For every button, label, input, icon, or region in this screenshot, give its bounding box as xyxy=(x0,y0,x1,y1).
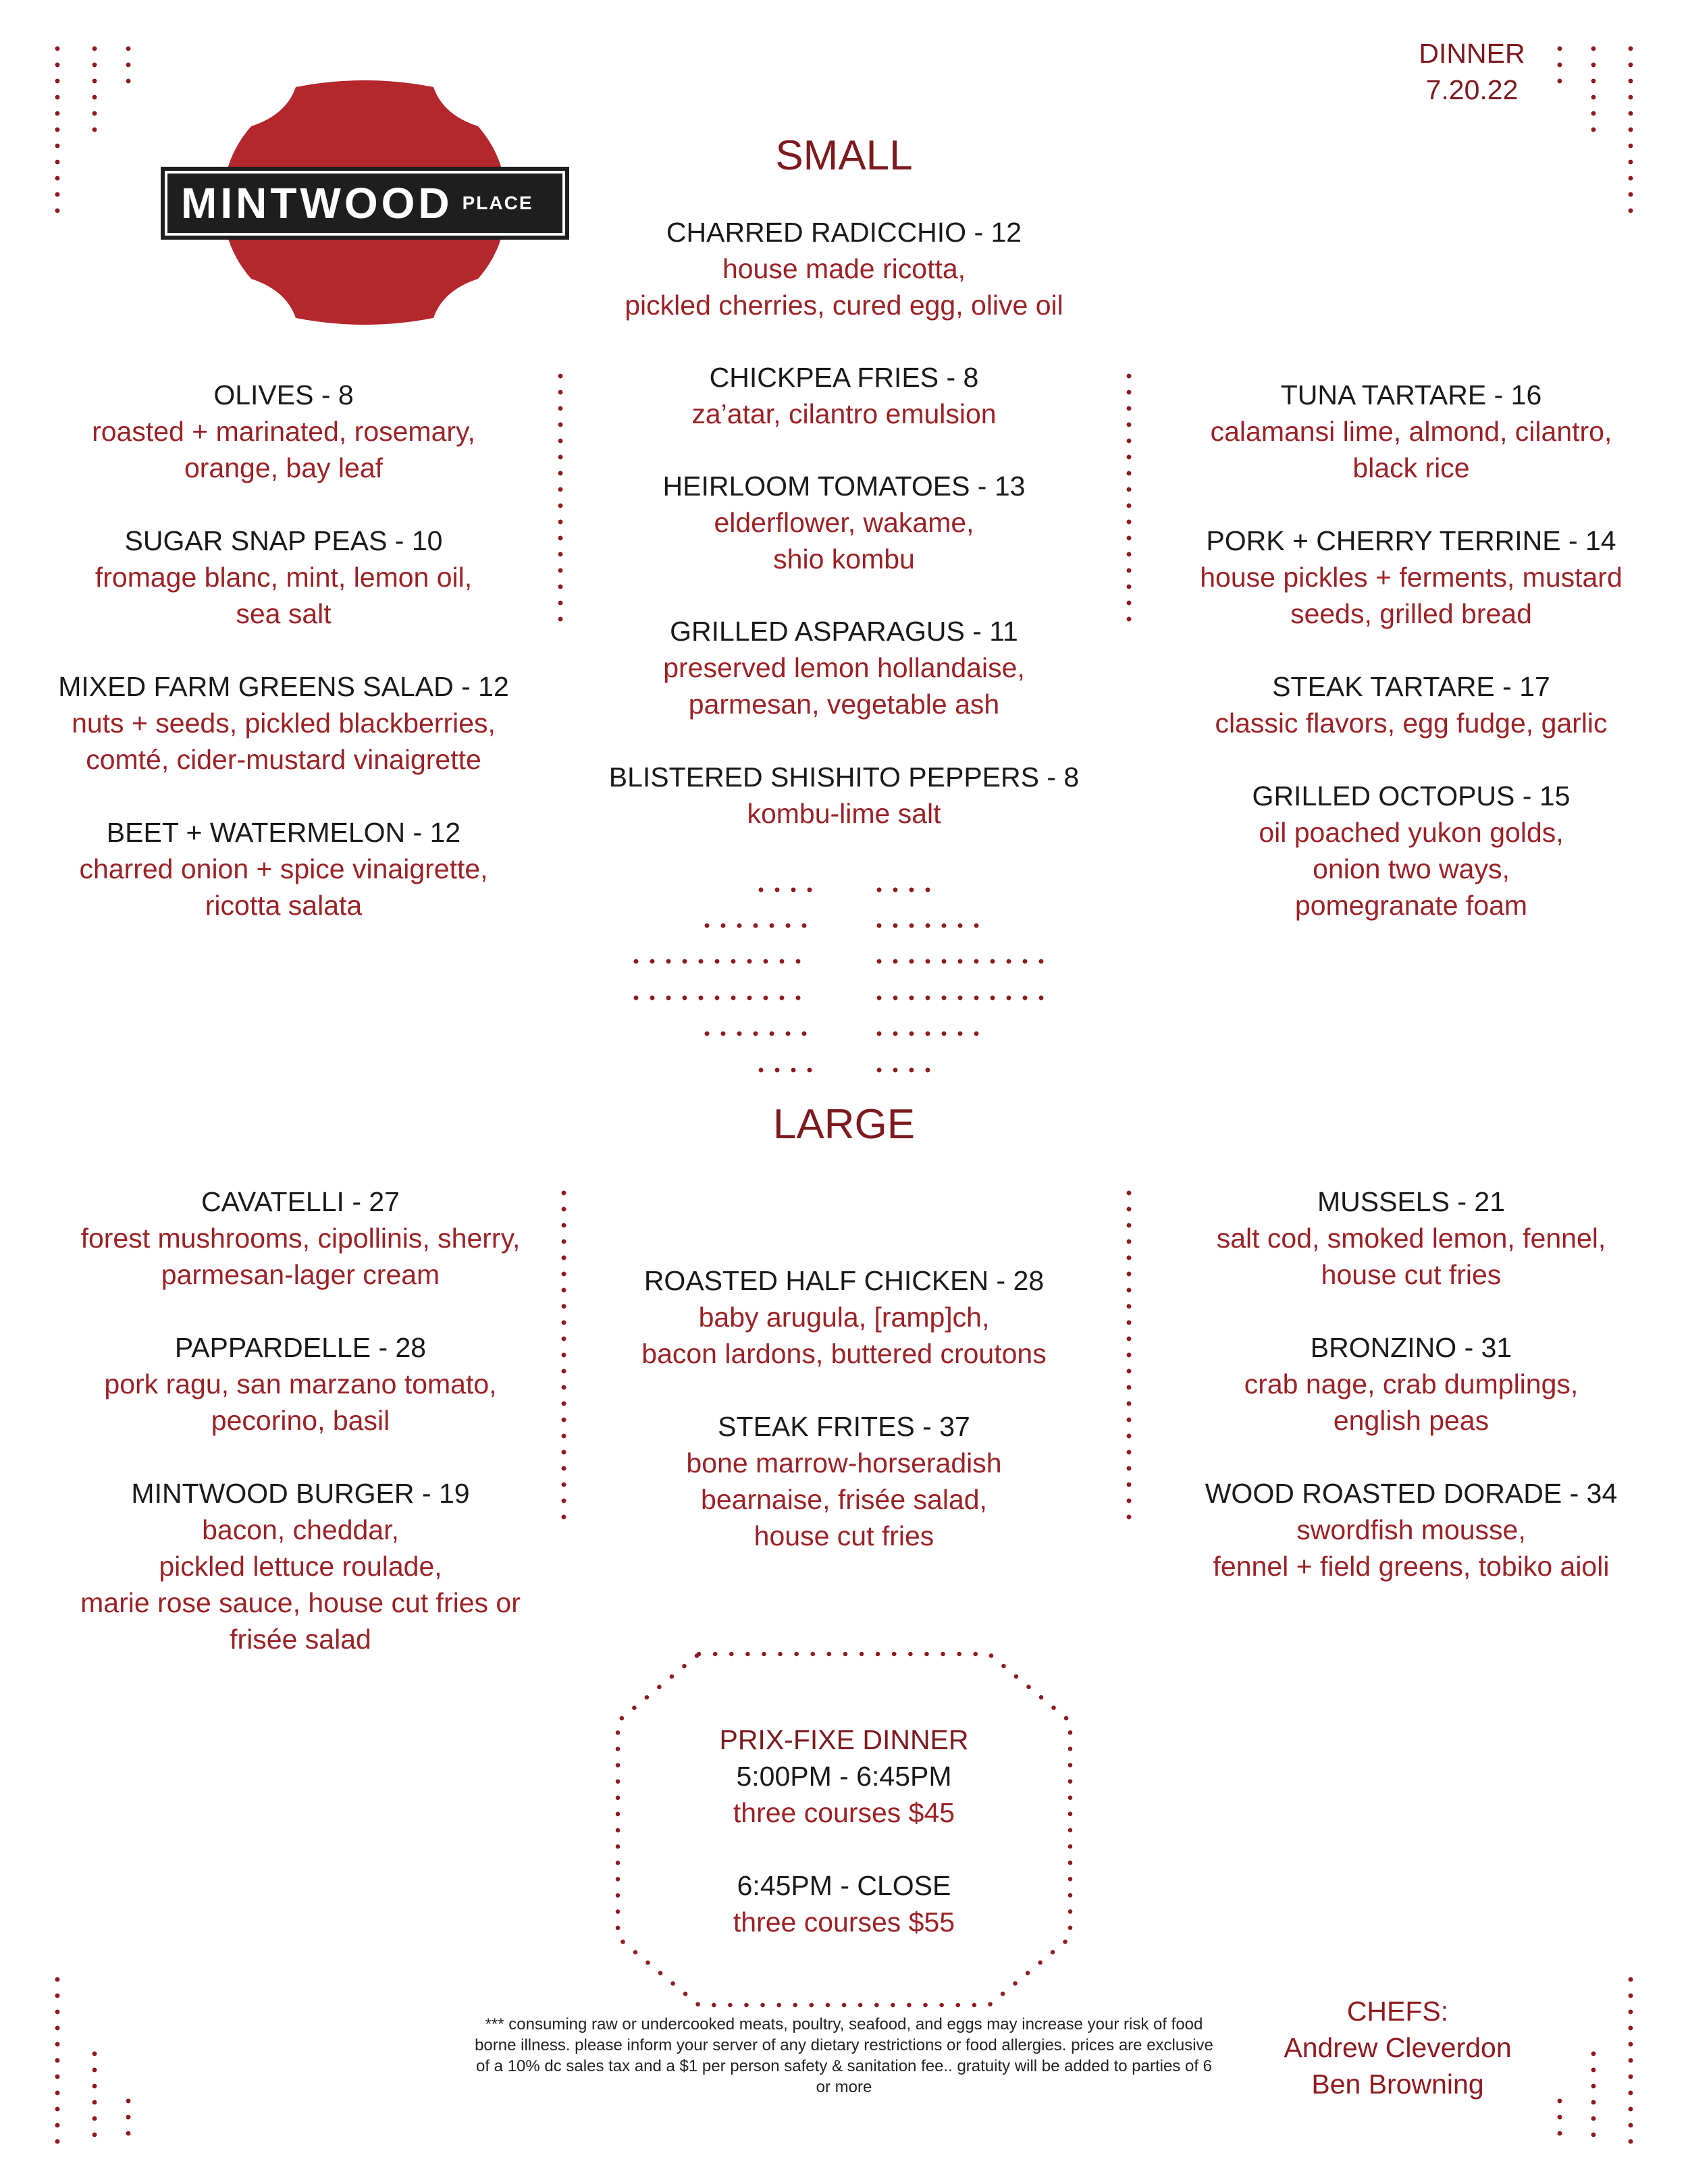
dish-desc: frisée salad xyxy=(230,1624,371,1655)
dish-olives xyxy=(37,377,530,486)
dish-desc: seeds, grilled bread xyxy=(1290,598,1532,629)
dish-blistered-shishito xyxy=(540,759,1148,832)
dish-desc: house pickles + ferments, mustard xyxy=(1200,562,1623,593)
dish-desc: shio kombu xyxy=(773,543,915,575)
ornament-dots xyxy=(699,922,812,929)
dish-desc: classic flavors, egg fudge, garlic xyxy=(1215,708,1608,739)
chefs-label: CHEFS: xyxy=(1346,1996,1449,2027)
chef-name: Andrew Cleverdon xyxy=(1284,2032,1512,2063)
dish-name: STEAK TARTARE - 17 xyxy=(1272,671,1550,702)
dish-name: CHARRED RADICCHIO - 12 xyxy=(666,217,1022,248)
corner-dots-bottom-left-1 xyxy=(54,1971,61,2147)
dish-mixed-farm-greens xyxy=(37,668,530,778)
ornament-dots xyxy=(753,1067,818,1073)
section-heading-small: SMALL xyxy=(775,132,913,179)
dish-sugar-snap-peas xyxy=(37,523,530,632)
prix-fixe-time-2: 6:45PM - CLOSE xyxy=(737,1870,951,1901)
dish-desc: english peas xyxy=(1333,1405,1489,1436)
dish-name: TUNA TARTARE - 16 xyxy=(1280,379,1542,410)
prix-fixe-price-2: three courses $55 xyxy=(733,1907,955,1938)
dish-name: GRILLED OCTOPUS - 15 xyxy=(1252,780,1571,811)
dish-desc: black rice xyxy=(1352,452,1470,483)
dish-desc: bone marrow-horseradish xyxy=(686,1447,1002,1479)
section-heading-large: LARGE xyxy=(772,1101,916,1148)
dish-grilled-asparagus xyxy=(540,613,1148,722)
dish-name: MIXED FARM GREENS SALAD - 12 xyxy=(58,671,509,702)
dish-desc: pork ragu, san marzano tomato, xyxy=(104,1368,497,1400)
dish-mussels xyxy=(1161,1183,1661,1293)
dish-desc: pomegranate foam xyxy=(1294,890,1528,921)
dish-desc: charred onion + spice vinaigrette, xyxy=(79,853,488,884)
corner-dots-top-right-3 xyxy=(1627,41,1634,216)
dish-desc: calamansi lime, almond, cilantro, xyxy=(1210,416,1612,447)
dish-desc: marie rose sauce, house cut fries or xyxy=(80,1587,521,1618)
corner-dots-bottom-right-2 xyxy=(1590,2046,1597,2147)
dish-steak-tartare xyxy=(1161,668,1661,741)
dish-name: PAPPARDELLE - 28 xyxy=(174,1332,427,1363)
corner-dots-bottom-left-3 xyxy=(125,2093,132,2147)
dish-desc: parmesan, vegetable ash xyxy=(688,689,1000,720)
ornament-dots xyxy=(871,958,1049,965)
dish-desc: pickled lettuce roulade, xyxy=(159,1551,442,1582)
dish-name: HEIRLOOM TOMATOES - 13 xyxy=(662,471,1026,502)
service-date xyxy=(1398,35,1546,108)
corner-dots-bottom-right-1 xyxy=(1556,2093,1563,2147)
dish-name: OLIVES - 8 xyxy=(213,379,354,410)
ornament-dots xyxy=(871,994,1049,1001)
corner-dots-top-left-2 xyxy=(91,41,98,142)
dish-wood-roasted-dorade xyxy=(1161,1475,1661,1584)
dish-heirloom-tomatoes xyxy=(540,468,1148,577)
dish-desc: bacon, cheddar, xyxy=(202,1514,399,1545)
ornament-dots xyxy=(753,886,818,893)
prix-fixe-title: PRIX-FIXE DINNER xyxy=(719,1724,969,1755)
logo-name: MINTWOOD xyxy=(181,179,453,228)
dish-desc: elderflower, wakame, xyxy=(714,507,974,538)
dish-desc: pickled cherries, cured egg, olive oil xyxy=(625,290,1063,321)
dish-desc: pecorino, basil xyxy=(211,1405,390,1436)
dish-name: SUGAR SNAP PEAS - 10 xyxy=(124,525,443,556)
dish-name: MINTWOOD BURGER - 19 xyxy=(131,1478,470,1509)
corner-dots-top-right-2 xyxy=(1590,41,1597,142)
dish-chickpea-fries xyxy=(540,359,1148,432)
dish-desc: forest mushrooms, cipollinis, sherry, xyxy=(80,1223,521,1254)
dish-desc: swordfish mousse, xyxy=(1296,1514,1526,1545)
dish-desc: ricotta salata xyxy=(205,890,363,921)
dish-desc: fennel + field greens, tobiko aioli xyxy=(1213,1551,1610,1582)
dish-name: STEAK FRITES - 37 xyxy=(718,1411,970,1442)
dish-name: BRONZINO - 31 xyxy=(1310,1332,1512,1363)
dish-desc: parmesan-lager cream xyxy=(161,1259,440,1290)
dish-desc: comté, cider-mustard vinaigrette xyxy=(86,744,481,775)
dish-desc: bacon lardons, buttered croutons xyxy=(641,1338,1047,1369)
date-label: 7.20.22 xyxy=(1425,74,1519,105)
dish-desc: kombu-lime salt xyxy=(747,798,941,829)
dish-desc: roasted + marinated, rosemary, xyxy=(92,416,475,447)
dish-desc: house cut fries xyxy=(1321,1259,1502,1290)
dish-name: CHICKPEA FRIES - 8 xyxy=(709,362,979,393)
dish-desc: fromage blanc, mint, lemon oil, xyxy=(95,562,473,593)
logo-suffix: PLACE xyxy=(462,192,533,213)
dish-grilled-octopus xyxy=(1161,778,1661,924)
dish-name: BEET + WATERMELON - 12 xyxy=(106,817,461,848)
dish-name: BLISTERED SHISHITO PEPPERS - 8 xyxy=(608,762,1080,793)
restaurant-logo xyxy=(161,78,569,327)
dish-charred-radicchio xyxy=(540,214,1148,323)
divider-large-left xyxy=(560,1185,567,1529)
dish-name: WOOD ROASTED DORADE - 34 xyxy=(1205,1478,1618,1509)
dish-desc: house made ricotta, xyxy=(722,253,966,284)
prix-fixe-box xyxy=(614,1722,1074,1940)
dish-pappardelle xyxy=(54,1329,547,1439)
dish-pork-cherry-terrine xyxy=(1161,523,1661,632)
corner-dots-top-left-1 xyxy=(54,41,61,216)
corner-dots-bottom-right-3 xyxy=(1627,1971,1634,2147)
dish-desc: bearnaise, frisée salad, xyxy=(701,1484,987,1515)
ornament-dots xyxy=(699,1030,812,1037)
dish-name: CAVATELLI - 27 xyxy=(201,1186,400,1217)
ornament-dots xyxy=(871,886,936,893)
dish-beet-watermelon xyxy=(37,814,530,924)
dish-tuna-tartare xyxy=(1161,377,1661,486)
dish-name: GRILLED ASPARAGUS - 11 xyxy=(670,616,1018,647)
dish-name: MUSSELS - 21 xyxy=(1317,1186,1505,1217)
ornament-dots xyxy=(628,994,806,1001)
dish-desc: onion two ways, xyxy=(1313,853,1510,884)
chef-name: Ben Browning xyxy=(1311,2069,1484,2100)
dish-bronzino xyxy=(1161,1329,1661,1439)
dish-desc: sea salt xyxy=(236,598,332,629)
dish-desc: orange, bay leaf xyxy=(184,452,384,483)
ornament-dots xyxy=(871,922,984,929)
dish-cavatelli xyxy=(54,1183,547,1293)
dish-steak-frites xyxy=(540,1408,1148,1554)
dish-desc: salt cod, smoked lemon, fennel, xyxy=(1216,1223,1606,1254)
divider-large-right xyxy=(1126,1185,1132,1529)
divider-small-right xyxy=(1126,368,1132,631)
dish-mintwood-burger xyxy=(54,1475,547,1657)
prix-fixe-time-1: 5:00PM - 6:45PM xyxy=(736,1761,952,1792)
food-safety-notice: *** consuming raw or undercooked meats, poultry, seafood, and eggs may increase your risk of food borne illness. please inform your server of any dietary restrictions or food allergies. prices are exclusive of a 10% dc sales tax and a $1 per person safety & sanitation fee.. gratuity will be added to parties of 6 or more xyxy=(475,2015,1213,2096)
ornament-dots xyxy=(628,958,806,965)
dish-name: ROASTED HALF CHICKEN - 28 xyxy=(643,1265,1045,1296)
dish-desc: oil poached yukon golds, xyxy=(1259,817,1564,848)
dish-desc: preserved lemon hollandaise, xyxy=(663,652,1025,683)
dish-name: PORK + CHERRY TERRINE - 14 xyxy=(1206,525,1616,556)
ornament-dots xyxy=(871,1030,984,1037)
dish-desc: baby arugula, [ramp]ch, xyxy=(698,1302,990,1333)
dish-desc: house cut fries xyxy=(754,1520,934,1551)
corner-dots-top-right-1 xyxy=(1556,41,1563,95)
corner-dots-top-left-3 xyxy=(125,41,132,95)
dish-roasted-half-chicken xyxy=(540,1262,1148,1372)
prix-fixe-price-1: three courses $45 xyxy=(733,1797,955,1828)
dish-desc: nuts + seeds, pickled blackberries, xyxy=(72,708,496,739)
chefs-block xyxy=(1242,1993,1553,2102)
ornament-dots xyxy=(871,1067,936,1073)
corner-dots-bottom-left-2 xyxy=(91,2046,98,2147)
dish-desc: crab nage, crab dumplings, xyxy=(1244,1368,1579,1400)
service-label: DINNER xyxy=(1419,38,1525,69)
divider-small-left xyxy=(557,368,564,631)
dish-desc: za’atar, cilantro emulsion xyxy=(691,398,997,429)
